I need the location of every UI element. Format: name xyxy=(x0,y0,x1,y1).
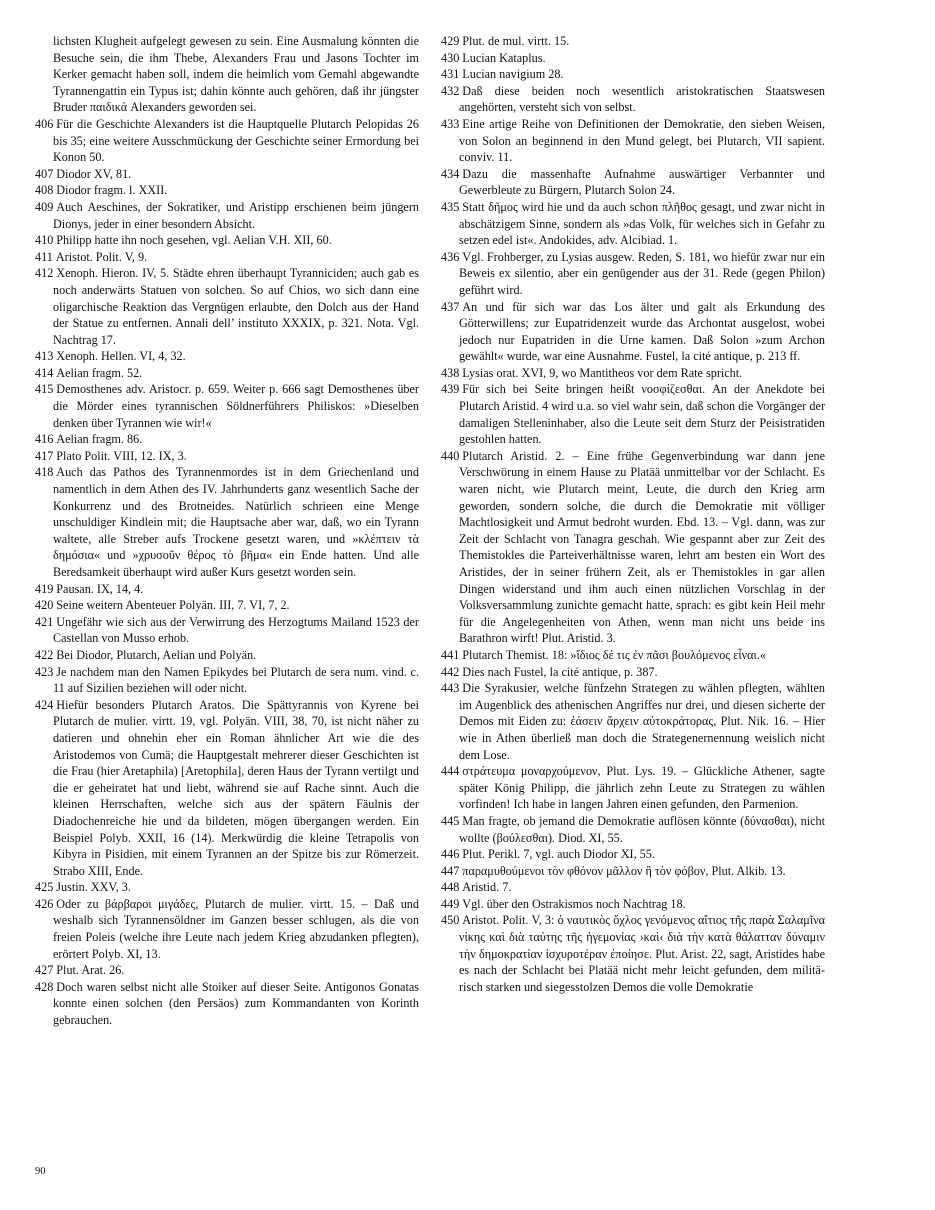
endnote-number: 422 xyxy=(35,647,54,662)
endnote-text: Dazu die massenhafte Aufnahme auswärtiger Verbannter und Gewerbleute zu Bürgern, Plutarch Solon 24. xyxy=(459,166,825,198)
endnote-448 xyxy=(441,879,825,896)
endnote-438 xyxy=(441,365,825,382)
endnote-text: Xenoph. Hieron. IV, 5. Städte ehren überhaupt Tyranniciden; auch gab es noch anderwärts Statuen von solchen. So auf Chios, wo sich dann eine oligarchische Reaktion das Vergnügen erlaubte, den Dolch aus der Hand der Statue zu entfernen. Annali dell’ instituto XXXIX, p. 321. Nota. Vgl. Nachtrag 17. xyxy=(53,266,419,347)
endnote-number: 431 xyxy=(441,67,460,82)
endnote-444 xyxy=(441,763,825,813)
endnote-437 xyxy=(441,299,825,365)
endnote-406 xyxy=(35,116,419,166)
endnote-number: 412 xyxy=(35,266,54,281)
endnote-text: Plutarch Aristid. 2. – Eine frühe Gegenverbindung war dann jene Verschwörung in einem Hause zu Platää unmittelbar vor der Schlacht. Es waren nicht, wie Plutarch meint, Leute, die durch den Krieg arm geworden, sondern solche, die durch die Demokratie mit völliger Machtlosigkeit und Armut bedroht wurden. Ebd. 13. – Vgl. dann, was zur Zeit der Schlacht von Tanagra geschah. Wie gespannt aber zur Zeit des Themistokles die Parteiverhältnisse waren, lehrt am besten ein Wort des Aristides, der in seiner frühern Zeit, als er Themistokles in gar allen Dingen widerstand und ihm auch einen nützlichen Vorschlag in der Volksversammlung zunichte gemacht hatte, sprach: es gibt kein Heil mehr für die Angelegenheiten von Athen, wenn man nicht uns beide ins Barathron wirft! Plut. Aristid. 3. xyxy=(459,448,825,646)
endnote-446 xyxy=(441,846,825,863)
endnote-423 xyxy=(35,664,419,697)
endnote-text: Dies nach Fustel, la cité antique, p. 387. xyxy=(462,664,658,679)
endnote-430 xyxy=(441,50,825,67)
endnote-text: Lucian Kataplus. xyxy=(462,50,546,65)
endnote-418 xyxy=(35,464,419,580)
endnote-number: 446 xyxy=(441,847,460,862)
endnote-number: 438 xyxy=(441,365,460,380)
endnote-number: 417 xyxy=(35,448,54,463)
endnote-447 xyxy=(441,863,825,880)
endnote-text: Aristot. Polit. V, 9. xyxy=(55,249,148,264)
endnote-number: 439 xyxy=(441,382,460,397)
endnote-number: 411 xyxy=(35,249,53,264)
endnote-number: 429 xyxy=(441,34,460,48)
endnote-449 xyxy=(441,896,825,913)
endnote-409 xyxy=(35,199,419,232)
endnote-number: 426 xyxy=(35,896,54,911)
endnote-text: Philipp hatte ihn noch gesehen, vgl. Aelian V.H. XII, 60. xyxy=(56,233,332,248)
endnote-number: 441 xyxy=(441,647,460,662)
endnote-text: Justin. XXV, 3. xyxy=(56,880,131,895)
endnote-441 xyxy=(441,647,825,664)
endnote-text: An und für sich war das Los älter und galt als Erkundung des Götterwillens; zur Eupatridenzeit wurde das Archontat ausgelost, wobei jedoch nur Eupatriden in die Urne kamen. Daß Solon »zum Archon gewählt« wurde, war eine Ausnahme. Fustel, la cité antique, p. 213 ff. xyxy=(459,299,825,364)
endnote-number: 440 xyxy=(441,448,460,463)
endnote-434 xyxy=(441,166,825,199)
endnote-416 xyxy=(35,431,419,448)
endnote-number: 448 xyxy=(441,880,460,895)
endnote-number: 432 xyxy=(441,83,460,98)
endnote-text: Daß diese beiden noch wesentlich aristokratischen Staatswesen angehörten, versteht sich von selbst. xyxy=(459,83,825,115)
endnote-text: Eine artige Reihe von Definitionen der Demokratie, den sieben Weisen, von Solon an beginnend in den Mund gelegt, bei Plutarch, VII sapient. conviv. 11. xyxy=(459,116,825,165)
endnote-425 xyxy=(35,879,419,896)
endnote-number: 407 xyxy=(35,166,54,181)
endnote-number: 406 xyxy=(35,116,54,131)
endnote-number: 416 xyxy=(35,432,54,447)
endnote-text: Seine weitern Abenteuer Polyän. III, 7. VI, 7, 2. xyxy=(56,598,290,613)
endnote-text: Auch das Pathos des Tyrannenmordes ist in dem Griechenland und namentlich in dem Athen des IV. Jahrhunderts ganz wesentlich Sache der Konkurrenz und des Brotneides. Natürlich schrieen eine Menge unschuldiger Kindlein mit; die Hauptsache aber war, daß, wo ein Tyrann waltete, alle Streber aufs Trockene gesetzt waren, und »κλέπτειν τὰ δημόσια« und »χρυσοῦν θέρος τὸ βῆμα« ein Ende hatten. Und alle Beredsamkeit überhaupt wird außer Kurs gesetzt worden sein. xyxy=(53,465,419,579)
endnote-number: 436 xyxy=(441,249,460,264)
endnote-412 xyxy=(35,265,419,348)
endnote-410 xyxy=(35,232,419,249)
endnote-439 xyxy=(441,381,825,447)
endnote-number: 428 xyxy=(35,979,54,994)
endnote-422 xyxy=(35,647,419,664)
endnote-text: Vgl. über den Ostrakismos noch Nachtrag 18. xyxy=(462,896,686,911)
endnote-number: 433 xyxy=(441,116,460,131)
endnote-text: Aristot. Polit. V, 3: ὁ ναυτικὸς ὄχλος γενόμενος αἴτιος τῆς παρὰ Σαλαμῖνα νίκης καὶ διὰ ταύτης τῆς ἡγεμονίας ›καὶ‹ διὰ τὴν κατὰ θάλατταν δύναμιν τὴν δημοκρατίαν ἰσχυροτέραν ἐποίησε. Plut. Arist. 22, sagt, Aristides habe es nach der Schlacht bei Platää nicht mehr leicht gefunden, dem militärisch starken und siegesstolzen Demos die volle Demokratie xyxy=(459,913,825,994)
endnote-number: 424 xyxy=(35,697,54,712)
endnote-427 xyxy=(35,962,419,979)
endnote-text: Je nachdem man den Namen Epikydes bei Plutarch de sera num. vind. c. 11 auf Sizilien beziehen will oder nicht. xyxy=(53,664,419,696)
endnote-number: 425 xyxy=(35,880,54,895)
endnote-text: Lysias orat. XVI, 9, wo Mantitheos vor dem Rate spricht. xyxy=(462,365,743,380)
endnote-407 xyxy=(35,166,419,183)
endnote-420 xyxy=(35,597,419,614)
endnote-number: 435 xyxy=(441,199,460,214)
endnote-text: Diodor XV, 81. xyxy=(56,166,132,181)
endnote-417 xyxy=(35,448,419,465)
endnote-text: παραμυθούμενοι τὸν φθόνον μᾶλλον ἢ τὸν φόβον, Plut. Alkib. 13. xyxy=(462,863,786,878)
endnote-428 xyxy=(35,979,419,1029)
endnote-413 xyxy=(35,348,419,365)
endnote-text: Bei Diodor, Plutarch, Aelian und Polyän. xyxy=(56,647,257,662)
endnote-text: Demosthenes adv. Aristocr. p. 659. Weiter p. 666 sagt Demosthenes über die Mörder eines tyrannischen Söldnerführers Philiskos: »Dieselben denken über Tyrannen wie wir!« xyxy=(53,382,419,430)
endnote-text: Plato Polit. VIII, 12. IX, 3. xyxy=(56,448,187,463)
endnote-414 xyxy=(35,365,419,382)
endnote-text: Diodor fragm. l. XXII. xyxy=(56,183,168,198)
endnote-text: Doch waren selbst nicht alle Stoiker auf dieser Seite. Antigonos Gonatas konnte einen solchen (den Persäos) zum Kommandanten von Korinth gebrauchen. xyxy=(53,979,419,1028)
endnote-text: Aristid. 7. xyxy=(462,880,512,895)
endnote-415 xyxy=(35,381,419,431)
endnote-431 xyxy=(441,66,825,83)
endnote-text: Aelian fragm. 86. xyxy=(56,432,143,447)
endnote-number: 421 xyxy=(35,614,54,629)
endnote-number: 410 xyxy=(35,233,54,248)
right-notes-column xyxy=(441,33,825,995)
endnote-number: 420 xyxy=(35,598,54,613)
endnote-text: Aelian fragm. 52. xyxy=(56,365,143,380)
endnote-number: 445 xyxy=(441,813,460,828)
endnote-text: Hiefür besonders Plutarch Aratos. Die Spättyrannis von Kyrene bei Plutarch de mulier. virtt. 19, vgl. Polyän. VIII, 38, 70, ist nicht näher zu datieren und ohnehin eher ein Roman ähnlicher Art wie die des Aristodemos von Cumä; die Hauptgestalt mehrerer dieser Geschichten ist die Frau (hier Aretaphila) [Aretophila], deren Haus der Tyrann vertilgt und die er geheiratet hat und liebt, während sie auf Rache sinnt. Auch die kleinen Herrschaften, welche sich aus der spätern Fäulnis der Diadochenreiche hie und da bildeten, mögen übergangen werden. Ein Beispiel Polyb. XXII, 16 (14). Merkwürdig die kleine Tetrapolis von Kibyra in Pisidien, mit einem Tyrannen an der Spitze bis zur Römerzeit. Strabo XIII, Ende. xyxy=(53,697,419,878)
endnote-text: Plutarch Themist. 18: »ἴδιος δέ τις ἐν πᾶσι βουλόμενος εἶναι.« xyxy=(462,647,766,662)
endnote-number: 423 xyxy=(35,664,54,679)
endnote-text: Plut. Arat. 26. xyxy=(56,963,125,978)
endnote-number: 415 xyxy=(35,382,54,397)
endnote-443 xyxy=(441,680,825,763)
endnote-text: Plut. de mul. virtt. 15. xyxy=(462,34,570,48)
endnote-number: 437 xyxy=(441,299,460,314)
endnote-continuation xyxy=(35,33,419,116)
endnote-text: Man fragte, ob jemand die Demokratie auflösen könnte (δύνασθαι), nicht wollte (βούλεσθαι). Diod. XI, 55. xyxy=(459,813,825,845)
endnote-number: 443 xyxy=(441,681,460,696)
endnote-number: 409 xyxy=(35,199,54,214)
endnote-number: 430 xyxy=(441,50,460,65)
endnote-text: Oder zu βάρβαροι μιγάδες, Plutarch de mulier. virtt. 15. – Daß und weshalb sich Tyrannensöldner im Ganzen besser schlugen, als die von freien Poleis (welche ihre Leute nach jedem Krieg abzudanken pflegten), erörtert Polyb. XI, 13. xyxy=(53,896,419,961)
endnote-450 xyxy=(441,912,825,995)
endnote-text: lichsten Klugheit aufgelegt gewesen zu sein. Eine Ausmalung könnten die Besuche sein, die ihm Thebe, Alexanders Frau und Jasons Tochter im Kerker gemacht haben soll, indem die heimlich vom Gemahl abgewandte Tyrannengattin ein Typus ist; dahin könnte auch gehören, daß ihr jüngster Bruder παιδικά Alexanders geworden sei. xyxy=(53,34,419,115)
left-notes-column xyxy=(35,33,419,1029)
endnote-408 xyxy=(35,182,419,199)
endnote-text: Ungefähr wie sich aus der Verwirrung des Herzogtums Mailand 1523 der Castellan von Musso erhob. xyxy=(53,614,419,646)
endnote-419 xyxy=(35,581,419,598)
endnote-435 xyxy=(441,199,825,249)
endnote-text: Xenoph. Hellen. VI, 4, 32. xyxy=(56,349,186,364)
endnote-number: 449 xyxy=(441,896,460,911)
endnote-text: Lucian navigium 28. xyxy=(462,67,564,82)
endnote-440 xyxy=(441,448,825,647)
endnote-432 xyxy=(441,83,825,116)
endnote-421 xyxy=(35,614,419,647)
endnote-number: 442 xyxy=(441,664,460,679)
endnote-number: 444 xyxy=(441,764,460,779)
endnote-433 xyxy=(441,116,825,166)
endnote-text: Die Syrakusier, welche fünfzehn Strategen zu wählen pflegten, wählten im Augenblick des athenischen Angriffes nur drei, und diesen sicherte der Demos mit Eiden zu: ἐάσειν ἄρχειν αὐτοκράτορας, Plut. Nik. 16. – Hier wie in Athen überließ man doch die Strategenernennung weislich nicht dem Lose. xyxy=(459,681,825,762)
endnote-text: Auch Aeschines, der Sokratiker, und Aristipp erschienen beim jüngern Dionys, jeder in einer besondern Absicht. xyxy=(53,199,419,231)
endnote-text: Plut. Perikl. 7, vgl. auch Diodor XI, 55. xyxy=(462,847,655,862)
endnote-442 xyxy=(441,664,825,681)
endnote-text: στράτευμα μοναρχούμενον, Plut. Lys. 19. – Glückliche Athener, sagte später König Philipp, die jährlich zehn Leute zu Strategen zu wählen vorfinden! Ich habe in langen Jahren einen gefunden, den Parmenion. xyxy=(459,764,825,812)
endnote-445 xyxy=(441,813,825,846)
endnote-text: Vgl. Frohberger, zu Lysias ausgew. Reden, S. 181, wo hiefür zwar nur ein Beweis ex silentio, aber ein genügender aus der 31. Rede (gegen Philon) geführt wird. xyxy=(459,249,825,297)
endnote-426 xyxy=(35,896,419,962)
endnote-text: Statt δῆμος wird hie und da auch schon πλῆθος gesagt, und zwar nicht in abschätzigem Sinne, sondern als »das Volk, für welches sich in Gefahr zu setzen edel ist«. Andokides, adv. Alcibiad. 1. xyxy=(459,199,825,248)
endnote-number: 427 xyxy=(35,963,54,978)
endnote-number: 450 xyxy=(441,913,460,928)
endnote-number: 434 xyxy=(441,166,460,181)
endnote-text: Für sich bei Seite bringen heißt νοσφίζεσθαι. An der Anekdote bei Plutarch Aristid. 4 wird u.a. so viel wahr sein, daß schon die Vorgänger der damaligen Stelleninhaber, also die Leute seit dem Sturz der Peisistratiden gestohlen hatten. xyxy=(459,382,825,447)
endnote-429 xyxy=(441,33,825,50)
endnote-number: 419 xyxy=(35,581,54,596)
endnote-436 xyxy=(441,249,825,299)
endnote-text: Für die Geschichte Alexanders ist die Hauptquelle Plutarch Pelopidas 26 bis 35; eine weitere Ausschmückung der Geschichte seiner Ermordung bei Konon 50. xyxy=(53,116,419,165)
endnote-411 xyxy=(35,249,419,266)
endnote-424 xyxy=(35,697,419,880)
page-number: 90 xyxy=(35,1166,46,1177)
endnote-number: 414 xyxy=(35,365,54,380)
endnote-number: 447 xyxy=(441,863,460,878)
endnote-number: 413 xyxy=(35,349,54,364)
endnote-number: 418 xyxy=(35,465,54,480)
endnote-number: 408 xyxy=(35,183,54,198)
endnote-text: Pausan. IX, 14, 4. xyxy=(56,581,144,596)
